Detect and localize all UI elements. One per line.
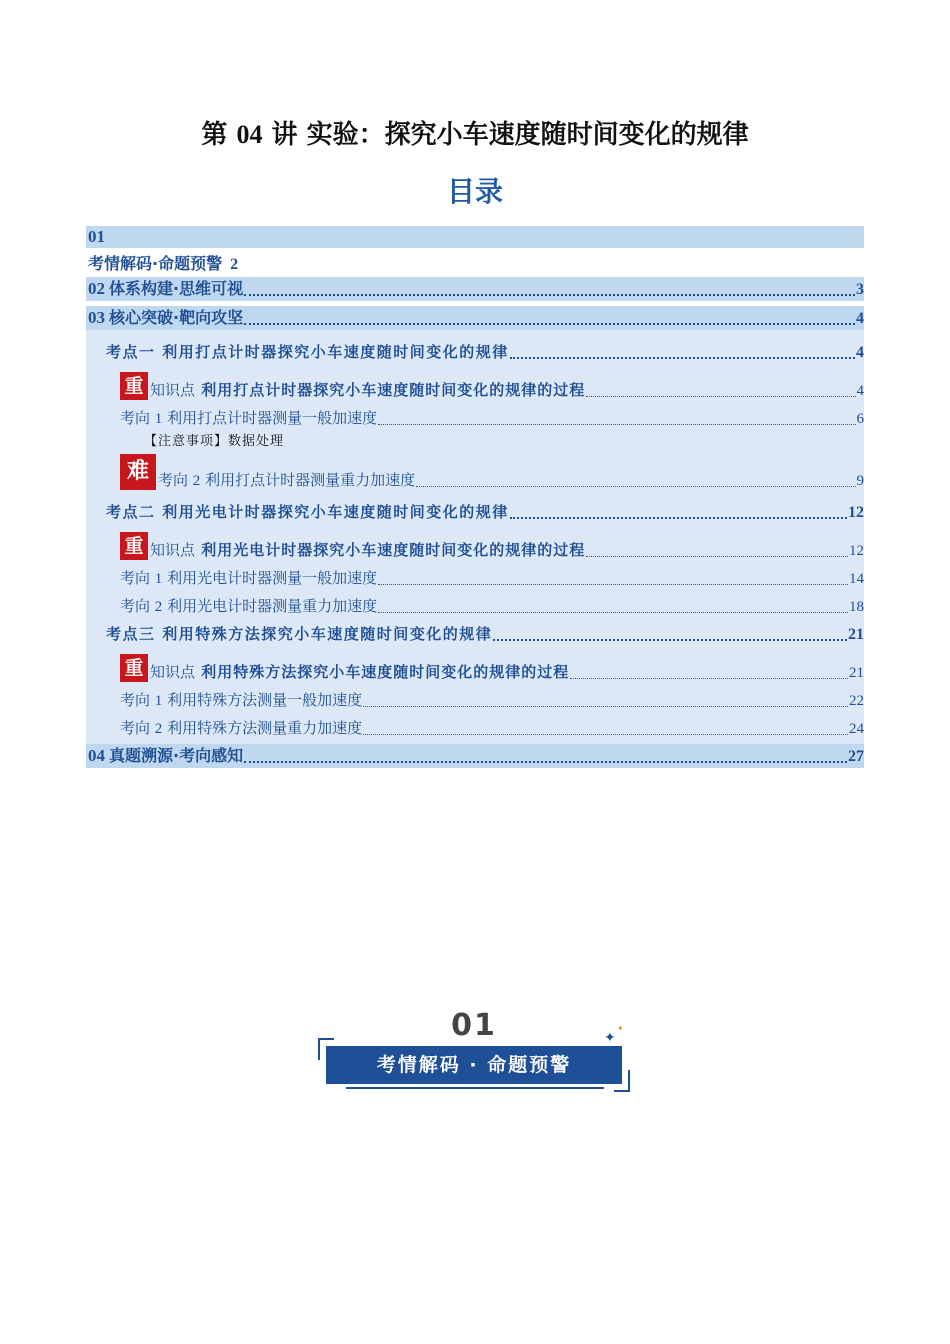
toc-entry-prefix: 知识点	[150, 663, 196, 681]
toc-entry-number: 1	[154, 411, 163, 427]
toc-entry-prefix: 考向	[120, 691, 151, 709]
toc-page-number: 2	[230, 256, 239, 273]
toc-page-number: 21	[849, 665, 864, 681]
toc-page-number: 4	[856, 310, 864, 327]
dot-leader	[363, 697, 848, 707]
toc-page-number: 27	[848, 748, 864, 765]
toc-page-number: 9	[856, 473, 864, 489]
toc-entry-04[interactable]	[86, 744, 864, 768]
table-of-contents	[86, 226, 864, 773]
dot-leader	[586, 547, 848, 557]
sparkle-icon: ✦	[617, 1024, 624, 1033]
dot-leader	[493, 629, 847, 641]
toc-entry-01[interactable]	[86, 248, 864, 274]
dot-leader	[510, 347, 855, 359]
toc-entry-label: 利用打点计时器测量重力加速度	[205, 471, 416, 489]
toc-page-number: 12	[849, 543, 864, 559]
toc-kaodian-2[interactable]	[86, 494, 864, 522]
dot-leader	[363, 725, 848, 735]
toc-knowledge-point-1[interactable]	[86, 364, 864, 400]
toc-entry-number: 04	[88, 746, 105, 765]
toc-entry-number: 2	[154, 599, 163, 615]
dot-leader	[244, 751, 847, 763]
toc-entry-number: 2	[192, 473, 201, 489]
toc-kaoxiang-2-1[interactable]	[86, 560, 864, 588]
toc-entry-prefix: 考向	[120, 569, 151, 587]
toc-entry-label: 利用特殊方法探究小车速度随时间变化的规律的过程	[195, 663, 570, 681]
toc-entry-label: 考情解码·命题预警	[88, 254, 223, 273]
toc-entry-prefix: 考向	[120, 409, 151, 427]
key-badge: 重	[120, 372, 148, 400]
section-banner	[318, 1008, 630, 1094]
toc-entry-prefix: 知识点	[150, 381, 196, 399]
key-badge: 重	[120, 532, 148, 560]
title-text: 讲 实验：探究小车速度随时间变化的规律	[271, 120, 749, 150]
dot-leader	[586, 387, 855, 397]
toc-entry-prefix: 考向	[158, 471, 189, 489]
page-title	[0, 114, 950, 151]
difficult-badge: 难	[120, 454, 156, 490]
toc-entry-label: 利用特殊方法测量一般加速度	[167, 691, 363, 709]
section-title: 考情解码 · 命题预警	[326, 1046, 622, 1084]
toc-page-number: 12	[848, 504, 864, 521]
toc-entry-number: 01	[88, 227, 105, 246]
toc-knowledge-point-3[interactable]	[86, 646, 864, 682]
toc-note[interactable]	[86, 428, 864, 450]
dot-leader	[570, 669, 848, 679]
toc-entry-02[interactable]	[86, 277, 864, 301]
toc-page-number: 3	[856, 281, 864, 298]
toc-subsection-block	[86, 330, 864, 744]
toc-entry-number: 2	[154, 721, 163, 737]
toc-knowledge-point-2[interactable]	[86, 524, 864, 560]
toc-entry-label: 考点三 利用特殊方法探究小车速度随时间变化的规律	[106, 625, 493, 643]
toc-entry-label: 利用光电计时器测量重力加速度	[167, 597, 378, 615]
toc-entry-number: 02	[88, 279, 105, 298]
title-prefix: 第	[201, 120, 228, 150]
toc-note-label: 【注意事项】数据处理	[144, 433, 285, 449]
toc-entry-label: 利用打点计时器测量一般加速度	[167, 409, 378, 427]
toc-page-number: 14	[849, 571, 864, 587]
toc-entry-01-number[interactable]	[86, 226, 864, 248]
toc-page-number: 22	[849, 693, 864, 709]
dot-leader	[378, 575, 848, 585]
toc-page-number: 4	[856, 344, 864, 361]
toc-entry-label: 利用打点计时器探究小车速度随时间变化的规律的过程	[195, 381, 586, 399]
underline-decoration	[346, 1087, 604, 1089]
toc-entry-label: 考点二 利用光电计时器探究小车速度随时间变化的规律	[106, 503, 509, 521]
dot-leader	[510, 507, 847, 519]
toc-kaoxiang-2-2[interactable]	[86, 588, 864, 616]
toc-kaodian-1[interactable]	[86, 334, 864, 362]
toc-kaoxiang-3-1[interactable]	[86, 682, 864, 710]
title-number: 04	[236, 120, 263, 149]
toc-entry-prefix: 考向	[120, 597, 151, 615]
toc-page-number: 6	[856, 411, 864, 427]
toc-page-number: 21	[848, 626, 864, 643]
dot-leader	[378, 603, 848, 613]
toc-page-number: 4	[856, 383, 864, 399]
toc-entry-label: 体系构建·思维可视	[109, 279, 244, 298]
dot-leader	[244, 313, 855, 325]
toc-entry-prefix: 考向	[120, 719, 151, 737]
toc-entry-label: 考点一 利用打点计时器探究小车速度随时间变化的规律	[106, 343, 509, 361]
dot-leader	[244, 284, 855, 296]
toc-entry-label: 利用光电计时器探究小车速度随时间变化的规律的过程	[195, 541, 586, 559]
toc-page-number: 18	[849, 599, 864, 615]
key-badge: 重	[120, 654, 148, 682]
section-number: 01	[451, 1008, 497, 1043]
toc-entry-label: 利用特殊方法测量重力加速度	[167, 719, 363, 737]
toc-entry-number: 1	[154, 693, 163, 709]
sparkle-icon: ✦	[604, 1030, 616, 1046]
dot-leader	[416, 477, 855, 487]
dot-leader	[378, 415, 855, 425]
toc-entry-number: 03	[88, 308, 105, 327]
toc-entry-label: 核心突破·靶向攻坚	[109, 308, 244, 327]
toc-kaodian-3[interactable]	[86, 616, 864, 644]
toc-entry-number: 1	[154, 571, 163, 587]
toc-entry-03[interactable]	[86, 306, 864, 330]
toc-page-number: 24	[849, 721, 864, 737]
toc-heading: 目录	[446, 175, 503, 208]
toc-kaoxiang-1-2[interactable]	[86, 450, 864, 490]
bracket-decoration	[614, 1070, 630, 1092]
toc-kaoxiang-1-1[interactable]	[86, 400, 864, 428]
toc-entry-label: 利用光电计时器测量一般加速度	[167, 569, 378, 587]
toc-kaoxiang-3-2[interactable]	[86, 710, 864, 738]
toc-entry-label: 真题溯源·考向感知	[109, 746, 244, 765]
toc-entry-prefix: 知识点	[150, 541, 196, 559]
